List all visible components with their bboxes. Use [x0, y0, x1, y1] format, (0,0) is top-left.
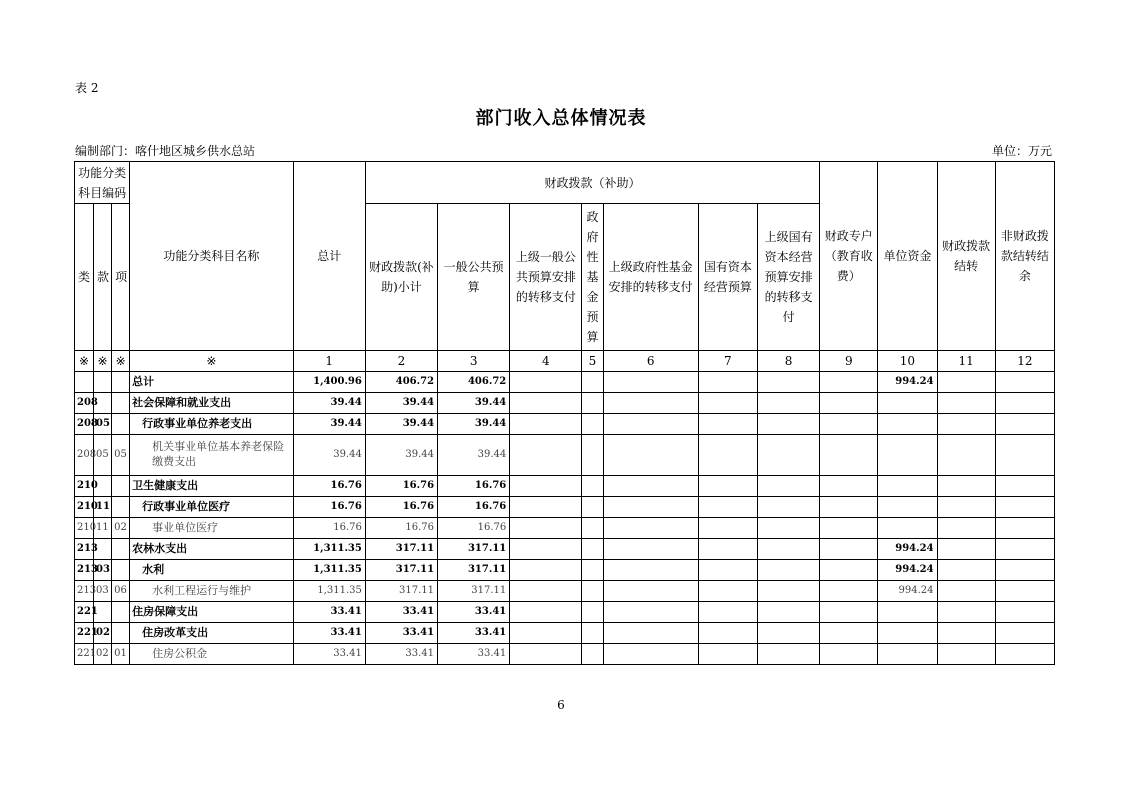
row-cell-col-6 — [603, 539, 698, 560]
row-cell-col-4 — [510, 539, 582, 560]
row-cell-col-3: 317.11 — [438, 560, 510, 581]
row-cell-col-7 — [698, 372, 757, 393]
row-code-lei: 210 — [75, 476, 94, 497]
row-code-xiang — [112, 476, 130, 497]
row-cell-col-3: 39.44 — [438, 393, 510, 414]
index-mark-name: ※ — [130, 351, 293, 372]
row-cell-col-11 — [937, 435, 995, 476]
row-cell-col-9 — [820, 539, 878, 560]
row-cell-col-3: 39.44 — [438, 435, 510, 476]
row-cell-col-5 — [582, 476, 603, 497]
row-cell-col-5 — [582, 393, 603, 414]
row-cell-col-4 — [510, 393, 582, 414]
row-cell-col-8 — [757, 414, 819, 435]
row-cell-col-9 — [820, 497, 878, 518]
row-cell-col-6 — [603, 414, 698, 435]
row-cell-col-6 — [603, 644, 698, 665]
row-cell-col-1: 1,311.35 — [293, 581, 365, 602]
row-cell-col-8 — [757, 518, 819, 539]
row-code-kuan: 03 — [94, 581, 112, 602]
row-cell-col-9 — [820, 414, 878, 435]
row-code-lei: 213 — [75, 560, 94, 581]
row-cell-col-12 — [995, 497, 1054, 518]
table-row — [75, 435, 1055, 476]
row-code-lei: 213 — [75, 539, 94, 560]
header-lei: 类 — [75, 204, 94, 351]
row-cell-col-11 — [937, 623, 995, 644]
table-row — [75, 476, 1055, 497]
index-col-8: 8 — [757, 351, 819, 372]
row-code-kuan — [94, 372, 112, 393]
row-cell-col-9 — [820, 372, 878, 393]
row-code-lei: 213 — [75, 581, 94, 602]
header-fiscal-special: 财政专户（教育收费） — [820, 162, 878, 351]
row-cell-col-4 — [510, 602, 582, 623]
row-cell-col-7 — [698, 414, 757, 435]
header-total: 总计 — [293, 162, 365, 351]
row-cell-col-11 — [937, 414, 995, 435]
row-cell-col-10 — [878, 393, 937, 414]
row-cell-col-8 — [757, 539, 819, 560]
row-cell-col-2: 317.11 — [365, 560, 437, 581]
row-cell-col-1: 1,311.35 — [293, 560, 365, 581]
row-cell-col-1: 39.44 — [293, 435, 365, 476]
row-cell-col-3: 317.11 — [438, 539, 510, 560]
row-cell-col-4 — [510, 497, 582, 518]
row-cell-col-8 — [757, 602, 819, 623]
row-cell-col-1: 1,400.96 — [293, 372, 365, 393]
row-cell-col-10: 994.24 — [878, 581, 937, 602]
header-func-code: 功能分类科目编码 — [75, 162, 130, 204]
header-fiscal-group: 财政拨款（补助） — [365, 162, 819, 204]
income-table — [74, 161, 1055, 665]
row-cell-col-8 — [757, 497, 819, 518]
row-code-lei: 210 — [75, 518, 94, 539]
row-cell-col-6 — [603, 581, 698, 602]
row-cell-col-4 — [510, 435, 582, 476]
header-func-name: 功能分类科目名称 — [130, 162, 293, 351]
row-cell-col-1: 16.76 — [293, 518, 365, 539]
row-name: 事业单位医疗 — [130, 518, 293, 539]
row-cell-col-4 — [510, 372, 582, 393]
row-code-lei: 221 — [75, 602, 94, 623]
table-row — [75, 539, 1055, 560]
row-cell-col-11 — [937, 560, 995, 581]
header-kuan: 款 — [94, 204, 112, 351]
row-code-kuan: 02 — [94, 623, 112, 644]
row-cell-col-3: 39.44 — [438, 414, 510, 435]
row-name: 行政事业单位养老支出 — [130, 414, 293, 435]
row-name: 社会保障和就业支出 — [130, 393, 293, 414]
row-cell-col-1: 39.44 — [293, 414, 365, 435]
row-cell-col-6 — [603, 393, 698, 414]
row-cell-col-3: 16.76 — [438, 518, 510, 539]
row-cell-col-7 — [698, 644, 757, 665]
row-cell-col-8 — [757, 476, 819, 497]
row-cell-col-7 — [698, 476, 757, 497]
row-cell-col-4 — [510, 581, 582, 602]
row-cell-col-12 — [995, 581, 1054, 602]
row-cell-col-11 — [937, 393, 995, 414]
row-cell-col-2: 39.44 — [365, 435, 437, 476]
row-cell-col-12 — [995, 644, 1054, 665]
row-cell-col-2: 33.41 — [365, 602, 437, 623]
row-cell-col-11 — [937, 372, 995, 393]
row-cell-col-8 — [757, 623, 819, 644]
row-cell-col-2: 317.11 — [365, 581, 437, 602]
row-code-lei: 208 — [75, 414, 94, 435]
row-cell-col-5 — [582, 602, 603, 623]
row-cell-col-11 — [937, 518, 995, 539]
row-code-kuan: 05 — [94, 414, 112, 435]
row-cell-col-6 — [603, 623, 698, 644]
row-cell-col-2: 317.11 — [365, 539, 437, 560]
row-cell-col-2: 33.41 — [365, 623, 437, 644]
row-cell-col-1: 16.76 — [293, 497, 365, 518]
table-row — [75, 393, 1055, 414]
row-code-xiang — [112, 393, 130, 414]
row-cell-col-9 — [820, 518, 878, 539]
row-cell-col-3: 16.76 — [438, 497, 510, 518]
row-cell-col-12 — [995, 476, 1054, 497]
header-upper-state-capital-transfer: 上级国有资本经营预算安排的转移支付 — [757, 204, 819, 351]
row-code-xiang: 06 — [112, 581, 130, 602]
row-code-xiang: 01 — [112, 644, 130, 665]
header-state-capital-budget: 国有资本经营预算 — [698, 204, 757, 351]
row-cell-col-4 — [510, 560, 582, 581]
row-cell-col-1: 33.41 — [293, 623, 365, 644]
row-cell-col-2: 33.41 — [365, 644, 437, 665]
row-cell-col-10 — [878, 497, 937, 518]
row-cell-col-5 — [582, 560, 603, 581]
row-name: 住房公积金 — [130, 644, 293, 665]
row-name: 机关事业单位基本养老保险缴费支出 — [130, 435, 293, 476]
row-code-xiang — [112, 602, 130, 623]
table-row — [75, 518, 1055, 539]
row-name: 农林水支出 — [130, 539, 293, 560]
header-upper-gov-fund-transfer: 上级政府性基金安排的转移支付 — [603, 204, 698, 351]
row-cell-col-10 — [878, 476, 937, 497]
row-name: 水利 — [130, 560, 293, 581]
row-cell-col-11 — [937, 581, 995, 602]
row-cell-col-2: 406.72 — [365, 372, 437, 393]
row-cell-col-3: 33.41 — [438, 623, 510, 644]
row-cell-col-9 — [820, 623, 878, 644]
row-cell-col-3: 33.41 — [438, 644, 510, 665]
row-code-xiang — [112, 497, 130, 518]
row-name: 住房保障支出 — [130, 602, 293, 623]
row-cell-col-6 — [603, 476, 698, 497]
row-cell-col-5 — [582, 539, 603, 560]
department-label: 编制部门：喀什地区城乡供水总站 — [75, 144, 256, 158]
index-col-5: 5 — [582, 351, 603, 372]
row-name: 行政事业单位医疗 — [130, 497, 293, 518]
row-cell-col-8 — [757, 393, 819, 414]
row-cell-col-7 — [698, 581, 757, 602]
unit-label: 单位：万元 — [991, 144, 1052, 158]
page-title: 部门收入总体情况表 — [475, 108, 647, 129]
header-unit-funds: 单位资金 — [878, 162, 937, 351]
header-fiscal-subtotal: 财政拨款(补助)小计 — [365, 204, 437, 351]
index-col-4: 4 — [510, 351, 582, 372]
header-fiscal-carryover: 财政拨款结转 — [937, 162, 995, 351]
row-code-lei: 221 — [75, 623, 94, 644]
row-cell-col-6 — [603, 435, 698, 476]
row-code-lei: 208 — [75, 393, 94, 414]
row-cell-col-7 — [698, 518, 757, 539]
row-cell-col-10 — [878, 435, 937, 476]
row-cell-col-6 — [603, 602, 698, 623]
row-cell-col-2: 39.44 — [365, 393, 437, 414]
row-cell-col-8 — [757, 435, 819, 476]
row-cell-col-5 — [582, 644, 603, 665]
row-cell-col-4 — [510, 623, 582, 644]
row-cell-col-9 — [820, 435, 878, 476]
row-cell-col-7 — [698, 497, 757, 518]
row-cell-col-10 — [878, 518, 937, 539]
row-name: 住房改革支出 — [130, 623, 293, 644]
row-cell-col-9 — [820, 602, 878, 623]
row-cell-col-11 — [937, 539, 995, 560]
row-code-lei: 208 — [75, 435, 94, 476]
row-code-kuan: 11 — [94, 518, 112, 539]
row-cell-col-2: 16.76 — [365, 497, 437, 518]
row-cell-col-12 — [995, 560, 1054, 581]
row-cell-col-2: 16.76 — [365, 518, 437, 539]
row-cell-col-4 — [510, 414, 582, 435]
row-code-kuan: 11 — [94, 497, 112, 518]
row-code-lei: 210 — [75, 497, 94, 518]
row-cell-col-7 — [698, 602, 757, 623]
row-cell-col-11 — [937, 602, 995, 623]
row-cell-col-8 — [757, 372, 819, 393]
row-code-lei: 221 — [75, 644, 94, 665]
row-cell-col-10: 994.24 — [878, 372, 937, 393]
row-cell-col-9 — [820, 476, 878, 497]
row-cell-col-12 — [995, 435, 1054, 476]
row-name: 水利工程运行与维护 — [130, 581, 293, 602]
row-cell-col-3: 406.72 — [438, 372, 510, 393]
row-cell-col-9 — [820, 581, 878, 602]
row-cell-col-5 — [582, 414, 603, 435]
row-cell-col-2: 16.76 — [365, 476, 437, 497]
table-label: 表 2 — [75, 81, 99, 95]
row-cell-col-7 — [698, 560, 757, 581]
row-code-xiang — [112, 372, 130, 393]
row-code-xiang — [112, 623, 130, 644]
index-col-7: 7 — [698, 351, 757, 372]
table-row — [75, 497, 1055, 518]
row-name: 卫生健康支出 — [130, 476, 293, 497]
row-code-kuan: 03 — [94, 560, 112, 581]
row-cell-col-12 — [995, 602, 1054, 623]
index-col-2: 2 — [365, 351, 437, 372]
row-cell-col-4 — [510, 644, 582, 665]
index-col-9: 9 — [820, 351, 878, 372]
row-cell-col-8 — [757, 581, 819, 602]
row-cell-col-11 — [937, 644, 995, 665]
row-name: 总计 — [130, 372, 293, 393]
index-col-12: 12 — [995, 351, 1054, 372]
table-row — [75, 414, 1055, 435]
row-cell-col-12 — [995, 539, 1054, 560]
row-cell-col-1: 16.76 — [293, 476, 365, 497]
row-cell-col-9 — [820, 644, 878, 665]
header-xiang: 项 — [112, 204, 130, 351]
table-row — [75, 372, 1055, 393]
row-cell-col-3: 317.11 — [438, 581, 510, 602]
index-mark-xiang: ※ — [112, 351, 130, 372]
row-cell-col-10 — [878, 414, 937, 435]
row-cell-col-12 — [995, 414, 1054, 435]
row-code-xiang — [112, 414, 130, 435]
row-cell-col-11 — [937, 476, 995, 497]
row-cell-col-3: 16.76 — [438, 476, 510, 497]
row-cell-col-6 — [603, 372, 698, 393]
row-cell-col-10: 994.24 — [878, 539, 937, 560]
row-cell-col-6 — [603, 497, 698, 518]
row-cell-col-11 — [937, 497, 995, 518]
page-number: 6 — [557, 698, 565, 712]
row-code-lei — [75, 372, 94, 393]
row-cell-col-5 — [582, 435, 603, 476]
row-cell-col-8 — [757, 560, 819, 581]
row-cell-col-5 — [582, 623, 603, 644]
header-general-budget: 一般公共预算 — [438, 204, 510, 351]
row-code-xiang — [112, 539, 130, 560]
index-mark-lei: ※ — [75, 351, 94, 372]
row-cell-col-9 — [820, 560, 878, 581]
row-cell-col-5 — [582, 518, 603, 539]
row-cell-col-12 — [995, 518, 1054, 539]
row-code-kuan: 05 — [94, 435, 112, 476]
row-cell-col-7 — [698, 539, 757, 560]
row-cell-col-1: 33.41 — [293, 644, 365, 665]
table-row — [75, 560, 1055, 581]
row-cell-col-1: 33.41 — [293, 602, 365, 623]
row-cell-col-7 — [698, 393, 757, 414]
row-code-xiang — [112, 560, 130, 581]
table-body — [75, 372, 1055, 665]
row-cell-col-9 — [820, 393, 878, 414]
table-row — [75, 644, 1055, 665]
index-col-10: 10 — [878, 351, 937, 372]
header-nonfiscal-carryover: 非财政拨款结转结余 — [995, 162, 1054, 351]
header-gov-fund-budget: 政府性基金预算 — [582, 204, 603, 351]
row-cell-col-5 — [582, 497, 603, 518]
index-col-3: 3 — [438, 351, 510, 372]
row-cell-col-1: 39.44 — [293, 393, 365, 414]
row-cell-col-5 — [582, 581, 603, 602]
row-cell-col-10 — [878, 644, 937, 665]
row-cell-col-5 — [582, 372, 603, 393]
row-code-kuan: 02 — [94, 644, 112, 665]
table-row — [75, 602, 1055, 623]
row-cell-col-6 — [603, 560, 698, 581]
row-cell-col-4 — [510, 476, 582, 497]
row-cell-col-12 — [995, 372, 1054, 393]
row-cell-col-1: 1,311.35 — [293, 539, 365, 560]
row-cell-col-2: 39.44 — [365, 414, 437, 435]
index-col-6: 6 — [603, 351, 698, 372]
row-cell-col-10 — [878, 602, 937, 623]
row-cell-col-12 — [995, 393, 1054, 414]
row-cell-col-10 — [878, 623, 937, 644]
table-row — [75, 623, 1055, 644]
index-col-1: 1 — [293, 351, 365, 372]
row-cell-col-7 — [698, 623, 757, 644]
row-cell-col-7 — [698, 435, 757, 476]
row-cell-col-3: 33.41 — [438, 602, 510, 623]
row-cell-col-10: 994.24 — [878, 560, 937, 581]
row-cell-col-12 — [995, 623, 1054, 644]
index-mark-kuan: ※ — [94, 351, 112, 372]
row-code-xiang: 05 — [112, 435, 130, 476]
row-code-xiang: 02 — [112, 518, 130, 539]
index-col-11: 11 — [937, 351, 995, 372]
table-row — [75, 581, 1055, 602]
row-cell-col-8 — [757, 644, 819, 665]
header-upper-general-transfer: 上级一般公共预算安排的转移支付 — [510, 204, 582, 351]
row-cell-col-4 — [510, 518, 582, 539]
row-cell-col-6 — [603, 518, 698, 539]
